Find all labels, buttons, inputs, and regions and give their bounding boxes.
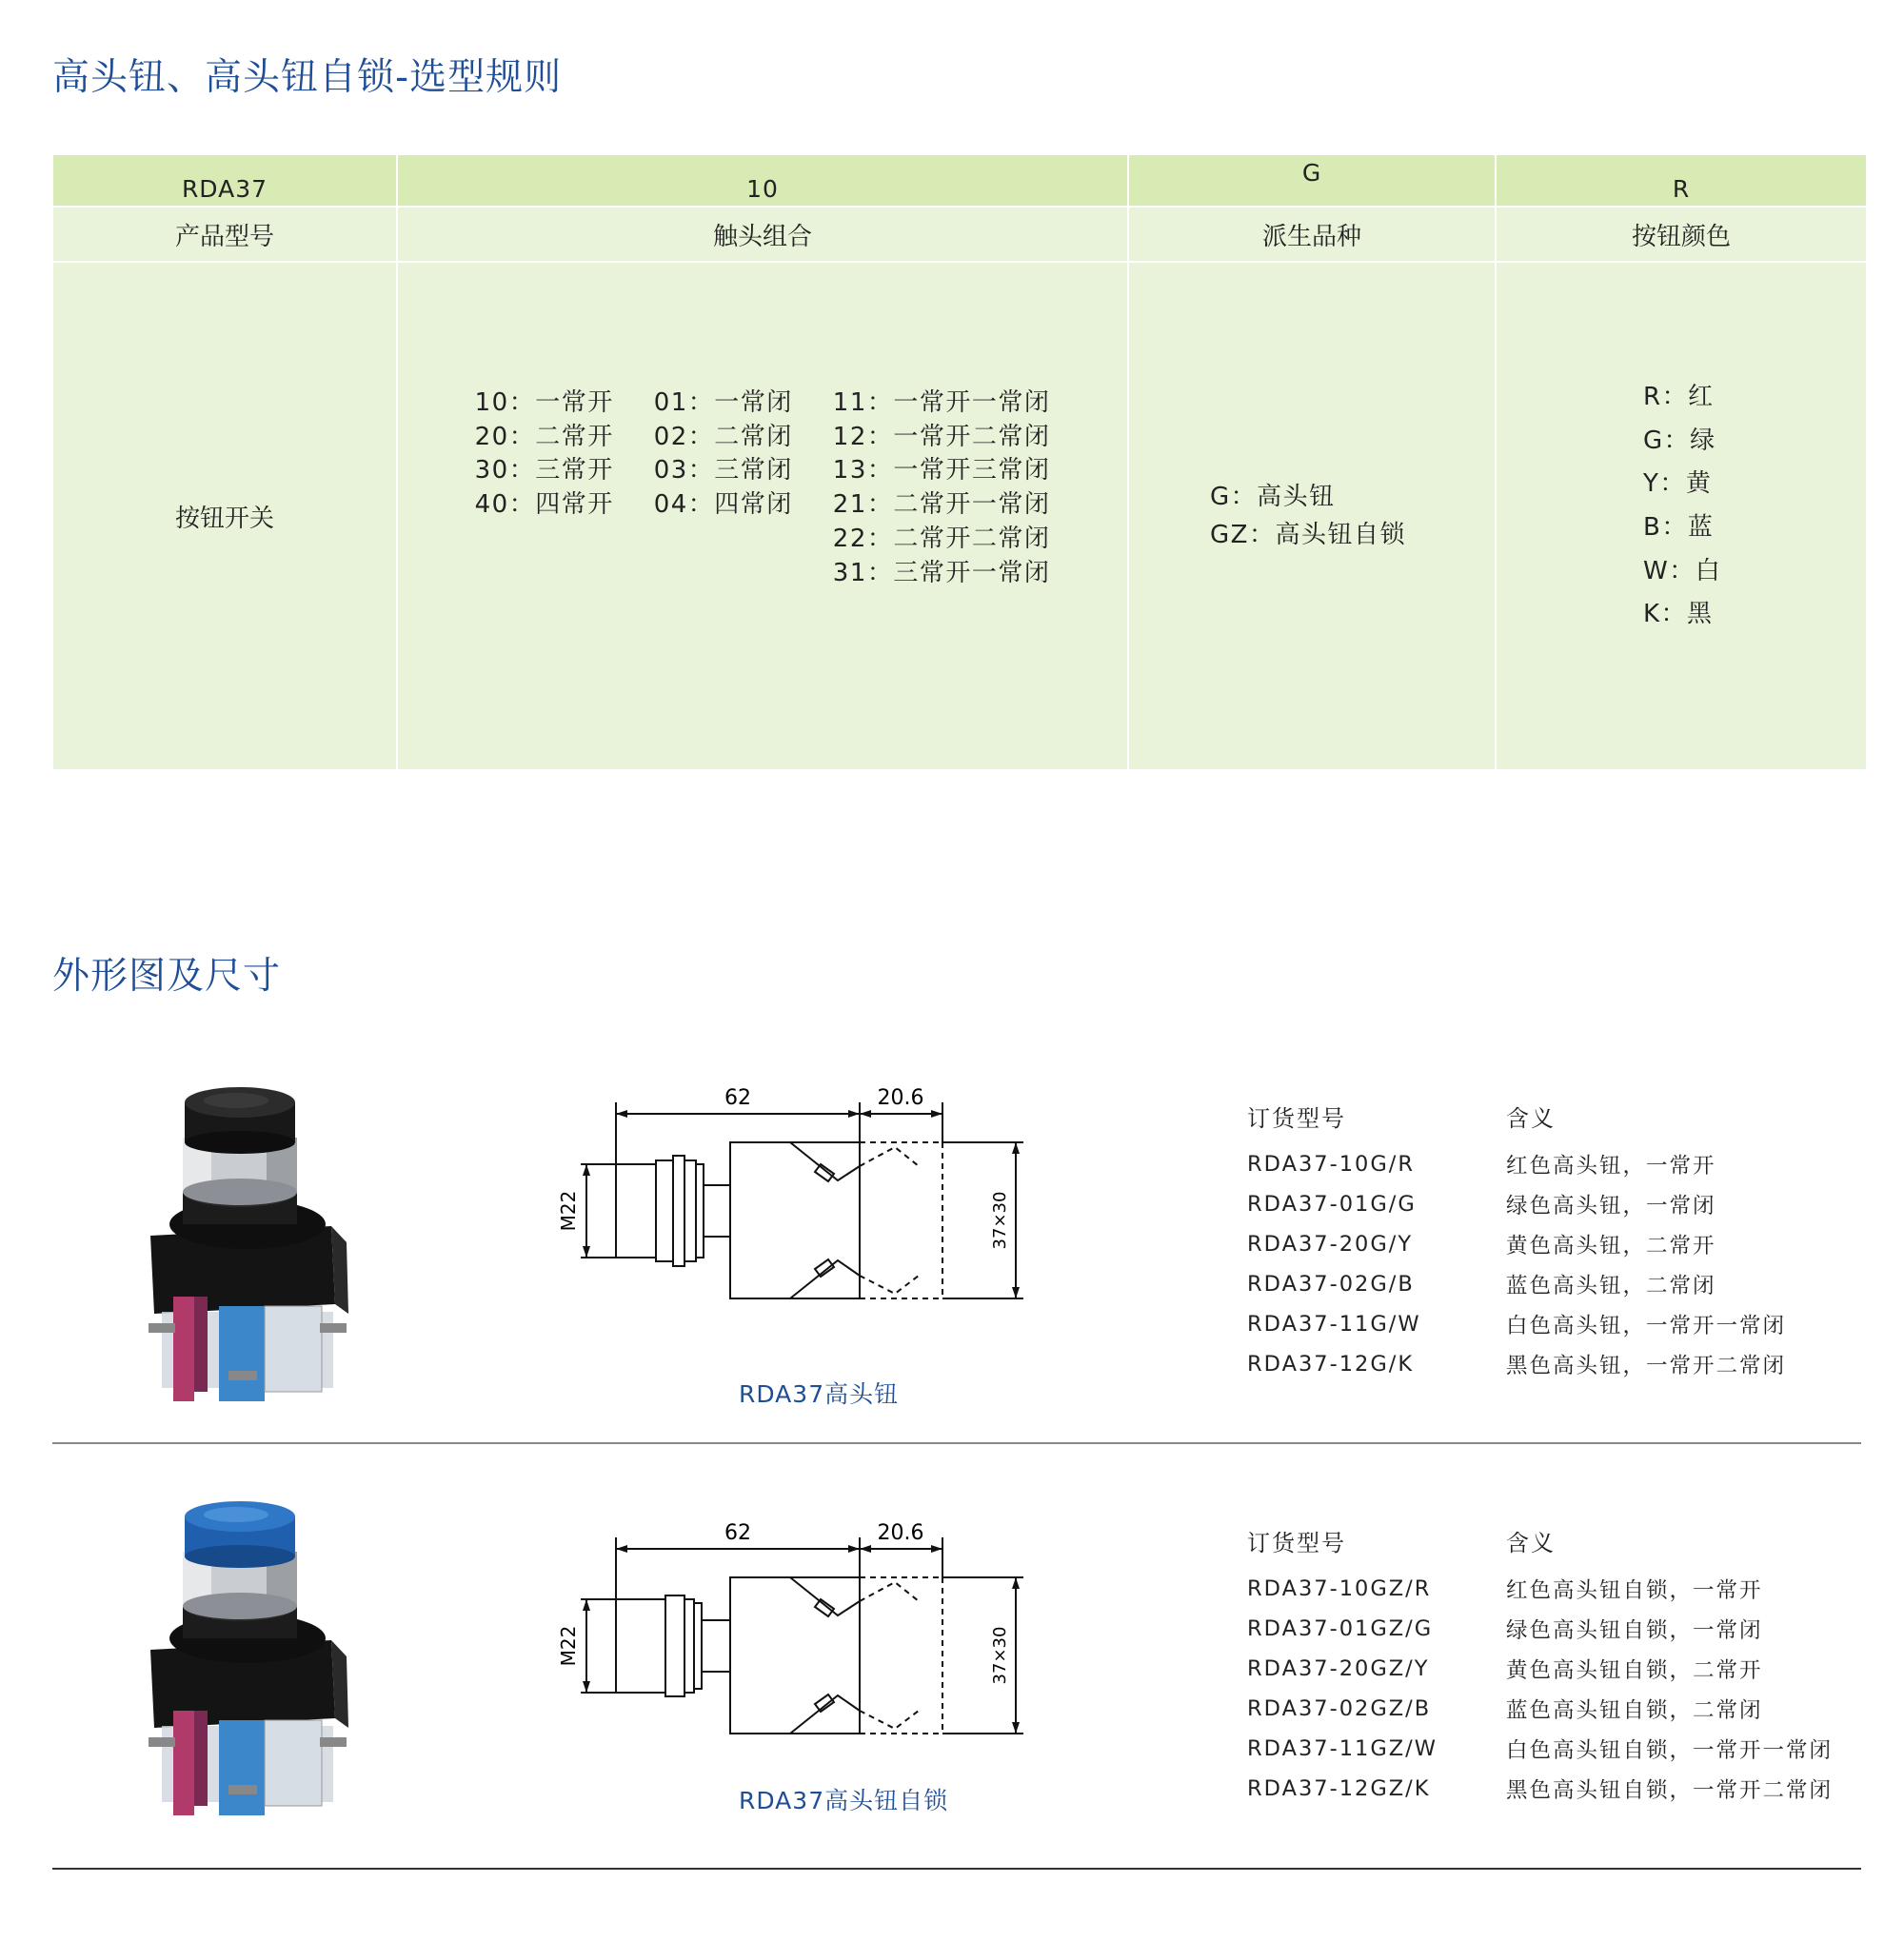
dim-body: 37×30 xyxy=(990,1191,1010,1250)
selection-rules-title: 高头钮、高头钮自锁-选型规则 xyxy=(52,56,563,99)
order-row xyxy=(1247,1729,1833,1769)
contacts-col-3 xyxy=(833,386,1051,590)
dim-body: 37×30 xyxy=(990,1626,1010,1685)
contact-option: 30：三常开 xyxy=(474,456,614,486)
order-list-2 xyxy=(1247,1512,1833,1809)
order-code: RDA37-01GZ/G xyxy=(1247,1616,1434,1641)
contact-option: 04：四常闭 xyxy=(653,490,793,520)
order-header xyxy=(1247,1512,1833,1569)
order-code-header: 订货型号 xyxy=(1247,1104,1346,1132)
contact-option: 40：四常开 xyxy=(474,490,614,520)
order-meaning: 红色高头钮，一常开 xyxy=(1506,1154,1716,1179)
order-meaning: 黑色高头钮，一常开二常闭 xyxy=(1506,1354,1787,1378)
color-option: G：绿 xyxy=(1643,426,1716,455)
dimension-drawing-2 xyxy=(552,1511,1047,1749)
contact-option: 01：一常闭 xyxy=(653,388,793,417)
order-code: RDA37-02GZ/B xyxy=(1247,1696,1432,1721)
color-option: B：蓝 xyxy=(1643,513,1715,542)
order-code-header: 订货型号 xyxy=(1247,1529,1346,1556)
name-contacts: 触头组合 xyxy=(398,208,1129,261)
color-cell xyxy=(1497,263,1866,769)
name-variant: 派生品种 xyxy=(1129,208,1497,261)
color-option: W：白 xyxy=(1643,556,1722,585)
product-cell xyxy=(53,263,398,769)
contact-option: 02：二常闭 xyxy=(653,422,793,451)
code-model: RDA37 xyxy=(53,155,398,206)
order-meaning: 绿色高头钮自锁，一常闭 xyxy=(1506,1618,1763,1643)
order-row xyxy=(1247,1769,1833,1809)
order-meaning: 黄色高头钮自锁，二常开 xyxy=(1506,1658,1763,1683)
color-option: K：黑 xyxy=(1643,600,1714,629)
order-code: RDA37-11GZ/W xyxy=(1247,1736,1438,1761)
variant-option: G：高头钮 xyxy=(1210,483,1336,511)
color-option: R：红 xyxy=(1643,382,1715,411)
name-color: 按钮颜色 xyxy=(1631,222,1731,251)
contacts-col-1 xyxy=(475,386,614,590)
name-row xyxy=(53,206,1866,263)
product-caption-2: RDA37高头钮自锁 xyxy=(739,1787,949,1814)
order-meaning: 蓝色高头钮自锁，二常闭 xyxy=(1506,1698,1763,1723)
contact-option: 31：三常开一常闭 xyxy=(832,558,1051,587)
order-code: RDA37-02G/B xyxy=(1247,1272,1415,1297)
contact-option: 21：二常开一常闭 xyxy=(832,490,1051,520)
contact-option: 03：三常闭 xyxy=(653,456,793,486)
product-caption-1: RDA37高头钮 xyxy=(739,1380,900,1408)
dim-extension: 20.6 xyxy=(877,1521,924,1545)
dim-length: 62 xyxy=(724,1086,751,1110)
order-row xyxy=(1247,1184,1786,1224)
product-photo-blue-button xyxy=(133,1499,352,1823)
variant-option: GZ：高头钮自锁 xyxy=(1210,521,1406,549)
selection-table xyxy=(53,155,1866,769)
order-row xyxy=(1247,1344,1786,1384)
color-option: Y：黄 xyxy=(1643,469,1713,499)
order-row xyxy=(1247,1264,1786,1304)
body-row xyxy=(53,263,1866,769)
contacts-cell xyxy=(398,263,1129,769)
order-row xyxy=(1247,1649,1833,1689)
order-code: RDA37-20G/Y xyxy=(1247,1232,1414,1257)
order-code: RDA37-20GZ/Y xyxy=(1247,1656,1430,1681)
order-meaning: 红色高头钮自锁，一常开 xyxy=(1506,1578,1763,1603)
dim-length: 62 xyxy=(724,1521,751,1545)
order-meaning: 白色高头钮自锁，一常开一常闭 xyxy=(1506,1738,1834,1763)
order-code: RDA37-10G/R xyxy=(1247,1152,1415,1177)
contact-option: 11：一常开一常闭 xyxy=(832,388,1051,417)
section-divider xyxy=(52,1442,1861,1444)
contacts-col-2 xyxy=(654,386,793,590)
product-type: 按钮开关 xyxy=(174,504,274,533)
code-variant: G xyxy=(1129,155,1497,206)
order-meaning: 黄色高头钮，二常开 xyxy=(1506,1234,1716,1258)
order-code: RDA37-11G/W xyxy=(1247,1312,1421,1337)
order-list-1 xyxy=(1247,1087,1786,1384)
dimension-drawing-1 xyxy=(552,1076,1047,1314)
order-row xyxy=(1247,1689,1833,1729)
contact-option: 12：一常开二常闭 xyxy=(832,422,1051,451)
order-row xyxy=(1247,1224,1786,1264)
order-row xyxy=(1247,1609,1833,1649)
variant-cell xyxy=(1129,263,1497,769)
order-code: RDA37-12G/K xyxy=(1247,1352,1415,1377)
dimensions-title: 外形图及尺寸 xyxy=(52,955,282,998)
order-code: RDA37-12GZ/K xyxy=(1247,1776,1431,1801)
bottom-divider xyxy=(52,1868,1861,1870)
contact-option: 22：二常开二常闭 xyxy=(832,524,1051,553)
contact-option: 20：二常开 xyxy=(474,422,614,451)
contact-option: 13：一常开三常闭 xyxy=(832,456,1051,486)
contact-option: 10：一常开 xyxy=(474,388,614,417)
code-contacts: 10 xyxy=(398,155,1129,206)
dim-thread: M22 xyxy=(557,1625,580,1667)
order-row xyxy=(1247,1144,1786,1184)
order-row xyxy=(1247,1304,1786,1344)
code-row xyxy=(53,155,1866,206)
code-color: R xyxy=(1672,175,1691,203)
order-meaning-header: 含义 xyxy=(1506,1104,1556,1132)
dim-extension: 20.6 xyxy=(877,1086,924,1110)
name-model: 产品型号 xyxy=(53,208,398,261)
order-meaning: 白色高头钮，一常开一常闭 xyxy=(1506,1314,1787,1338)
order-meaning: 绿色高头钮，一常闭 xyxy=(1506,1194,1716,1219)
product-photo-black-button xyxy=(133,1085,352,1409)
dim-thread: M22 xyxy=(557,1190,580,1232)
order-meaning: 黑色高头钮自锁，一常开二常闭 xyxy=(1506,1778,1834,1803)
order-meaning-header: 含义 xyxy=(1506,1529,1556,1556)
order-meaning: 蓝色高头钮，二常闭 xyxy=(1506,1274,1716,1298)
order-code: RDA37-10GZ/R xyxy=(1247,1576,1432,1601)
order-header xyxy=(1247,1087,1786,1144)
order-row xyxy=(1247,1569,1833,1609)
order-code: RDA37-01G/G xyxy=(1247,1192,1417,1217)
